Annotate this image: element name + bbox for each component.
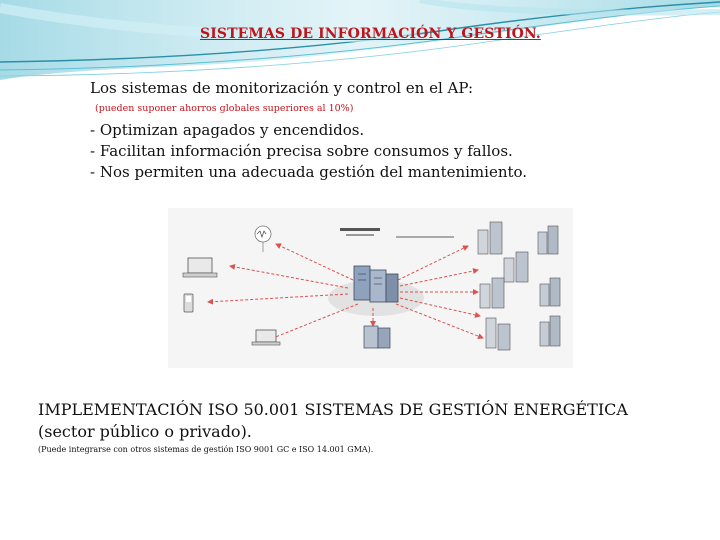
intro-text: Los sistemas de monitorización y control en el AP: <box>90 79 473 97</box>
mobile-phone-icon <box>184 294 193 312</box>
iso-note: (Puede integrarse con otros sistemas de gestión ISO 9001 GC e ISO 14.001 GMA). <box>38 445 374 454</box>
monitoring-network-diagram <box>168 208 573 368</box>
slide-title: SISTEMAS DE INFORMACIÓN Y GESTIÓN. <box>200 26 541 42</box>
server-cluster-icon <box>364 326 390 348</box>
savings-note: (pueden suponer ahorros globales superiores al 10%) <box>95 103 354 114</box>
bullet-item: - Nos permiten una adecuada gestión del mantenimiento. <box>90 163 528 181</box>
bullet-list <box>90 120 527 183</box>
bullet-item: - Facilitan información precisa sobre consumos y fallos. <box>90 142 513 160</box>
header-wave-decoration <box>0 0 720 90</box>
laptop-icon <box>252 330 280 345</box>
iso-heading: IMPLEMENTACIÓN ISO 50.001 SISTEMAS DE GESTIÓN ENERGÉTICA (sector público o privado). <box>38 400 628 441</box>
bullet-item: - Optimizan apagados y encendidos. <box>90 121 365 139</box>
laptop-icon <box>183 258 217 277</box>
